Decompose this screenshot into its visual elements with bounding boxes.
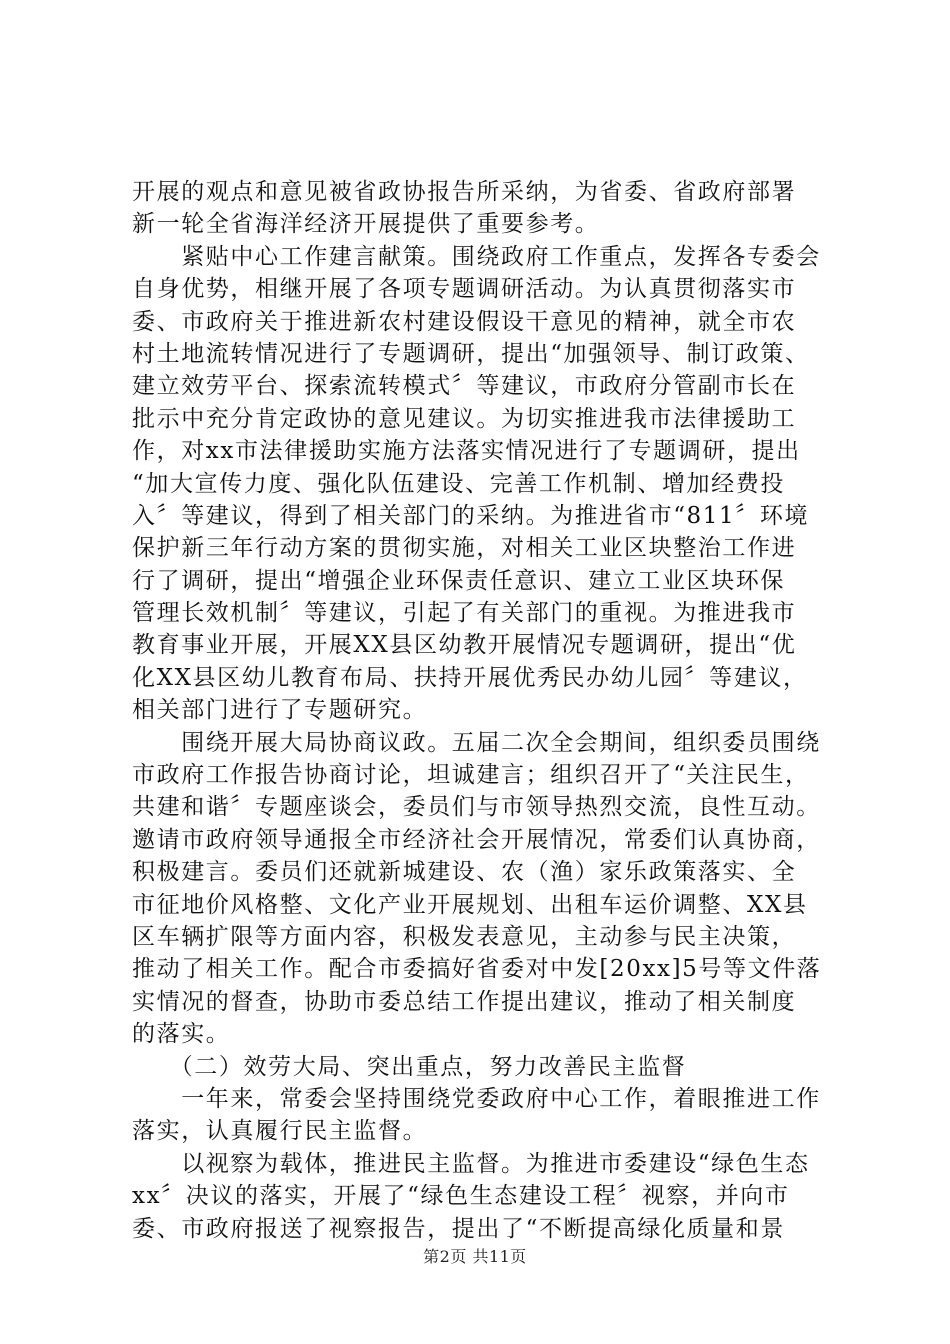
text-line: 推动了相关工作。配合市委搞好省委对中发[20xx]5号等文件落 xyxy=(132,956,822,983)
text-line: 共建和谐〞专题座谈会，委员们与市领导热烈交流，良性互动。 xyxy=(132,794,821,821)
text-line: 开展的观点和意见被省政协报告所采纳，为省委、省政府部署 xyxy=(132,179,797,205)
text-line: 批示中充分肯定政协的意见建议。为切实推进我市法律援助工 xyxy=(132,405,797,432)
text-line: “加大宣传力度、强化队伍建设、完善工作机制、增加经费投 xyxy=(132,470,785,497)
document-body xyxy=(132,176,832,1245)
text-line: 新一轮全省海洋经济开展提供了重要参考。 xyxy=(132,211,600,238)
text-line: 委、市政府报送了视察报告，提出了“不断提高绿化质量和景 xyxy=(132,1215,785,1242)
text-line: 建立效劳平台、探索流转模式〞等建议，市政府分管副市长在 xyxy=(132,373,797,400)
text-line: 市政府工作报告协商讨论，坦诚建言；组织召开了“关注民生， xyxy=(132,762,810,789)
section-heading: （二）效劳大局、突出重点，努力改善民主监督 xyxy=(132,1053,687,1080)
text-line: 一年来，常委会坚持围绕党委政府中心工作，着眼推进工作 xyxy=(132,1085,821,1112)
text-line: 教育事业开展，开展XX县区幼教开展情况专题调研，提出“优 xyxy=(132,632,797,659)
text-line: 自身优势，相继开展了各项专题调研活动。为认真贯彻落实市 xyxy=(132,276,797,303)
text-line: 区车辆扩限等方面内容，积极发表意见，主动参与民主决策， xyxy=(132,923,797,950)
text-line: 落实，认真履行民主监督。 xyxy=(132,1118,428,1145)
text-line: 围绕开展大局协商议政。五届二次全会期间，组织委员围绕 xyxy=(132,729,821,756)
page-footer: 第2页 共11页 xyxy=(423,1247,527,1266)
text-line: 作，对xx市法律援助实施方法落实情况进行了专题调研，提出 xyxy=(132,438,801,465)
text-line: 的落实。 xyxy=(132,1021,231,1048)
text-line: 邀请市政府领导通报全市经济社会开展情况，常委们认真协商， xyxy=(132,826,821,853)
text-line: 相关部门进行了专题研究。 xyxy=(132,697,428,724)
text-line: 保护新三年行动方案的贯彻实施，对相关工业区块整治工作进 xyxy=(132,535,797,562)
text-line: 管理长效机制〞等建议，引起了有关部门的重视。为推进我市 xyxy=(132,600,797,627)
text-line: 市征地价风格整、文化产业开展规划、出租车运价调整、XX县 xyxy=(132,891,808,918)
text-line: 行了调研，提出“增强企业环保责任意识、建立工业区块环保 xyxy=(132,567,785,594)
text-line: 紧贴中心工作建言献策。围绕政府工作重点，发挥各专委会 xyxy=(132,243,821,270)
text-line: xx〞决议的落实，开展了“绿色生态建设工程〞视察，并向市 xyxy=(132,1183,790,1210)
text-line: 以视察为载体，推进民主监督。为推进市委建设“绿色生态 xyxy=(132,1150,810,1177)
text-line: 入〞等建议，得到了相关部门的采纳。为推进省市“811〞环境 xyxy=(132,502,810,529)
text-line: 积极建言。委员们还就新城建设、农（渔）家乐政策落实、全 xyxy=(132,859,797,886)
text-line: 村土地流转情况进行了专题调研，提出“加强领导、制订政策、 xyxy=(132,340,810,367)
text-line: 化XX县区幼儿教育布局、扶持开展优秀民办幼儿园〞等建议， xyxy=(132,664,808,691)
text-line: 委、市政府关于推进新农村建设假设干意见的精神，就全市农 xyxy=(132,308,797,335)
text-line: 实情况的督查，协助市委总结工作提出建议，推动了相关制度 xyxy=(132,988,797,1015)
